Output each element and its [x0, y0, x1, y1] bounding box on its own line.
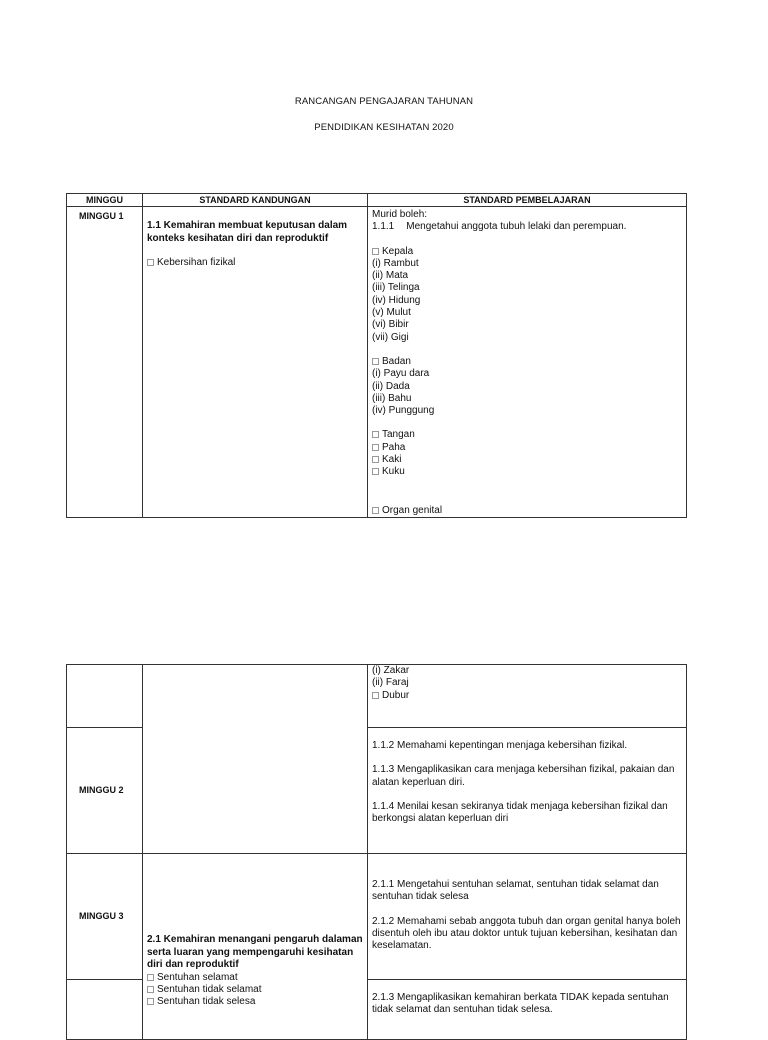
bullet-box-icon — [372, 507, 379, 514]
bullet-box-icon — [372, 431, 379, 438]
sk-cell-empty — [143, 665, 368, 854]
sp-code: 1.1.1 — [372, 221, 395, 233]
bullet-box-icon — [147, 998, 154, 1005]
list-item: (v) Mulut — [372, 307, 411, 319]
sp-statement: 1.1.2 Memahami kepentingan menjaga kebersihan fizikal. — [372, 740, 628, 751]
list-item: (vii) Gigi — [372, 331, 409, 343]
sp-cell — [368, 980, 687, 1040]
bullet-box-icon — [372, 358, 379, 365]
organ-genital-label: Organ genital — [382, 504, 443, 516]
sk-item — [147, 257, 363, 269]
bullet-box-icon — [372, 692, 379, 699]
bullet-group — [372, 429, 682, 478]
sk-cell — [143, 854, 368, 1040]
week-label: MINGGU 1 — [67, 207, 143, 518]
week-label: MINGGU 2 — [67, 728, 143, 854]
list-item: (ii) Mata — [372, 270, 409, 282]
table-row — [67, 207, 687, 518]
sp-statement: 1.1.4 Menilai kesan sekiranya tidak menjaga kebersihan fizikal dan berkongsi alatan keperluan diri — [372, 800, 668, 825]
bullet-box-icon — [147, 259, 154, 266]
bullet-box-icon — [372, 248, 379, 255]
sp-statement — [372, 221, 682, 233]
sp-cell — [368, 854, 687, 980]
list-item: (vi) Bibir — [372, 319, 409, 331]
sp-cell — [368, 665, 687, 728]
list-item: (ii) Faraj — [372, 677, 409, 689]
sk-title: 1.1 Kemahiran membuat keputusan dalam konteks kesihatan diri dan reproduktif — [147, 220, 348, 244]
sk-item-label: Kebersihan fizikal — [157, 257, 236, 268]
list-item: (i) Payu dara — [372, 368, 430, 380]
list-item: Dubur — [382, 689, 410, 701]
table-row — [67, 854, 687, 980]
sk-item: Sentuhan tidak selamat — [157, 983, 262, 995]
list-item: (iv) Hidung — [372, 294, 421, 306]
week-label-empty — [67, 665, 143, 728]
sp-statement: 2.1.2 Memahami sebab anggota tubuh dan organ genital hanya boleh disentuh oleh ibu atau doktor untuk tujuan kebersihan, kesihatan dan keselamatan. — [372, 915, 681, 952]
sp-statement: 1.1.3 Mengaplikasikan cara menjaga kebersihan fizikal, pakaian dan alatan keperluan diri. — [372, 764, 675, 788]
header-standard-kandungan: STANDARD KANDUNGAN — [143, 194, 368, 207]
list-item: (iii) Telinga — [372, 282, 420, 294]
sk-title: 2.1 Kemahiran menangani pengaruh dalaman serta luaran yang mempengaruhi kesihatan diri dan reproduktif — [147, 934, 363, 970]
bullet-box-icon — [372, 444, 379, 451]
sp-statement: 2.1.1 Mengetahui sentuhan selamat, sentuhan tidak selamat dan sentuhan tidak selesa — [372, 879, 659, 903]
list-item: (i) Zakar — [372, 665, 410, 676]
bullet-box-icon — [147, 986, 154, 993]
header-minggu: MINGGU — [67, 194, 143, 207]
sp-cell — [368, 207, 687, 518]
list-item: (iii) Bahu — [372, 392, 412, 404]
table-header-row — [67, 194, 687, 207]
sp-intro: Murid boleh: — [372, 209, 428, 220]
sk-cell — [143, 207, 368, 518]
week-label: MINGGU 3 — [67, 854, 143, 980]
bullet-box-icon — [372, 456, 379, 463]
group-kepala — [372, 246, 682, 344]
plan-table-1 — [66, 193, 687, 518]
list-item: Tangan — [382, 429, 415, 441]
sk-item: Sentuhan tidak selesa — [157, 996, 256, 1008]
plan-table-2 — [66, 664, 687, 1040]
list-item: Kaki — [382, 454, 402, 466]
group-label: Kepala — [382, 245, 414, 257]
sp-text: Mengetahui anggota tubuh lelaki dan perempuan. — [406, 221, 627, 233]
group-badan — [372, 356, 682, 417]
list-item: Kuku — [382, 466, 405, 478]
document-title: RANCANGAN PENGAJARAN TAHUNAN — [294, 96, 474, 107]
list-item: Paha — [382, 441, 406, 453]
list-item: (i) Rambut — [372, 257, 419, 269]
sp-cell — [368, 728, 687, 854]
bullet-box-icon — [372, 468, 379, 475]
document-subtitle: PENDIDIKAN KESIHATAN 2020 — [314, 122, 454, 133]
table-row — [67, 665, 687, 728]
bullet-box-icon — [147, 974, 154, 981]
sp-statement: 2.1.3 Mengaplikasikan kemahiran berkata TIDAK kepada sentuhan tidak selamat dan sentuhan tidak selesa. — [372, 992, 669, 1016]
group-label: Badan — [382, 355, 411, 367]
header-standard-pembelajaran: STANDARD PEMBELAJARAN — [368, 194, 687, 207]
week-label-empty — [67, 980, 143, 1040]
list-item: (iv) Punggung — [372, 405, 435, 417]
list-item: (ii) Dada — [372, 380, 410, 392]
sk-item: Sentuhan selamat — [157, 971, 238, 983]
